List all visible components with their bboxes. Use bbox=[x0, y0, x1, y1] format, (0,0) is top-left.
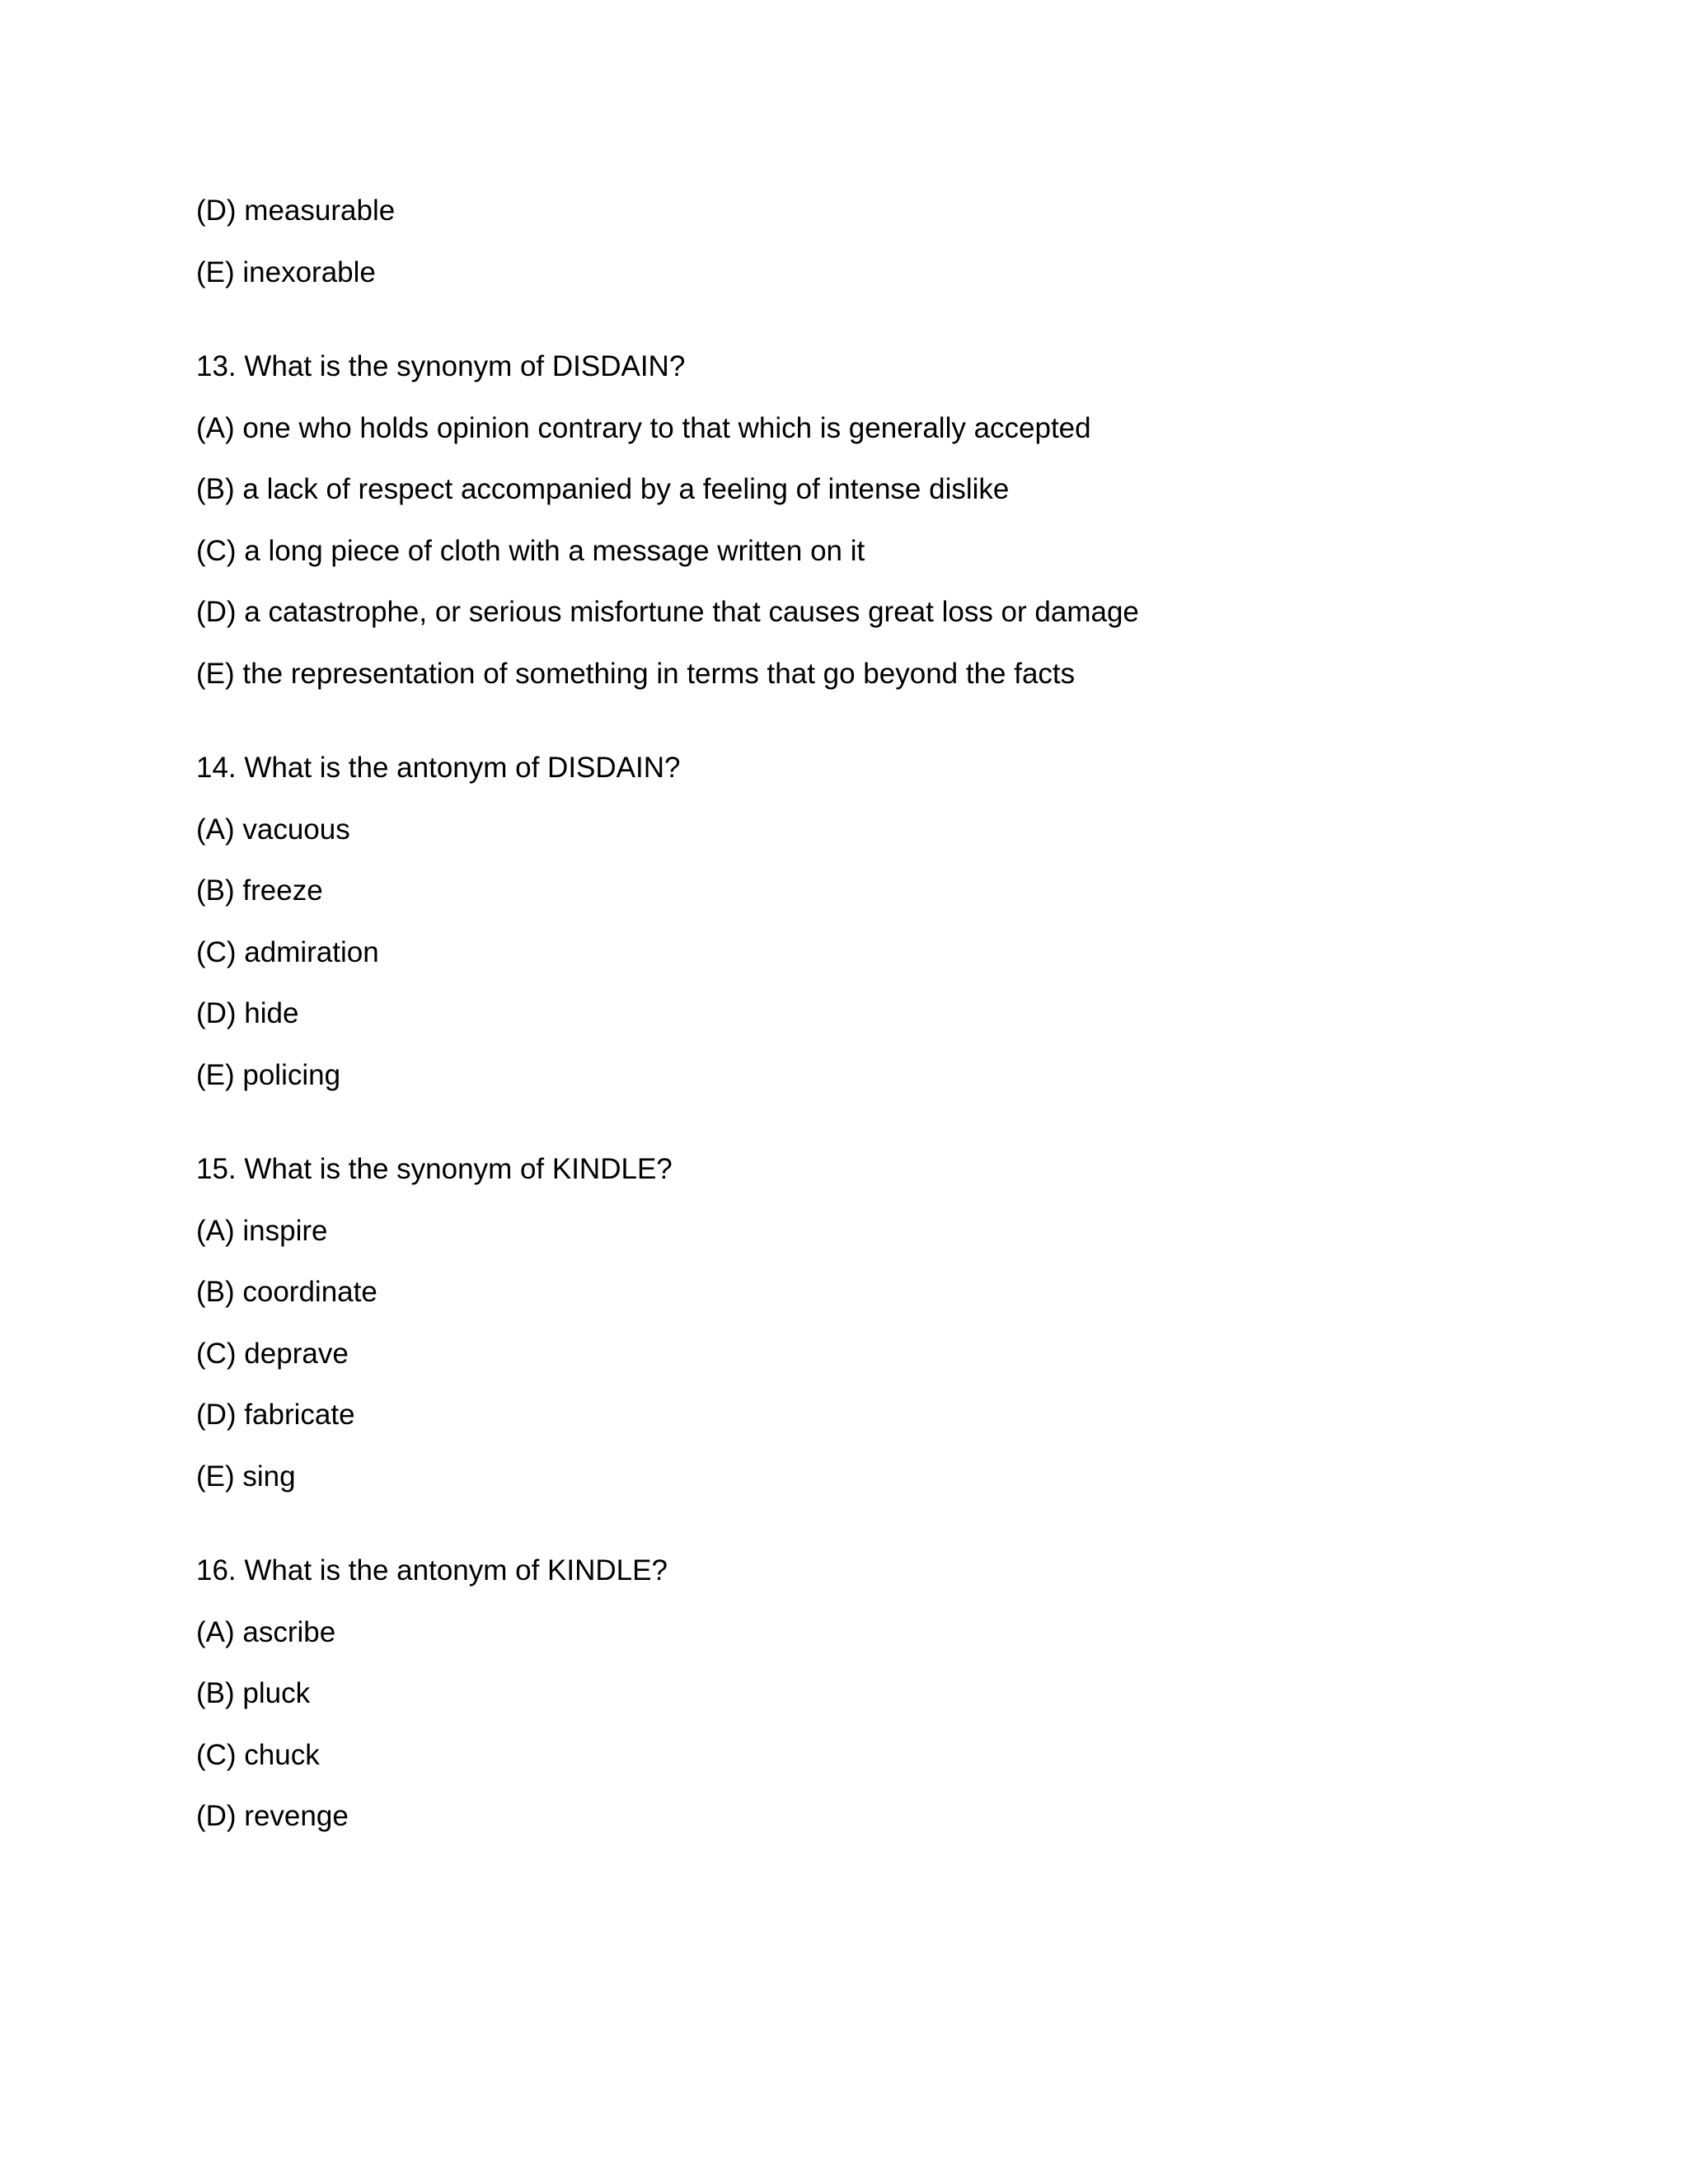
question-14 bbox=[196, 752, 1515, 1092]
answer-option: (E) policing bbox=[196, 1058, 341, 1091]
answer-option: (E) sing bbox=[196, 1460, 296, 1493]
answer-option: (C) a long piece of cloth with a message written on it bbox=[196, 534, 865, 567]
answer-option: (B) pluck bbox=[196, 1677, 311, 1709]
carryover-options bbox=[196, 194, 1515, 289]
answer-option: (A) ascribe bbox=[196, 1615, 336, 1648]
answer-option: (B) a lack of respect accompanied by a feeling of intense dislike bbox=[196, 473, 1010, 505]
question-prompt: 14. What is the antonym of DISDAIN? bbox=[196, 752, 681, 784]
answer-option: (C) deprave bbox=[196, 1337, 349, 1370]
answer-option: (E) the representation of something in terms that go beyond the facts bbox=[196, 657, 1076, 690]
answer-option: (B) freeze bbox=[196, 874, 323, 907]
answer-option: (C) admiration bbox=[196, 935, 379, 968]
answer-option: (A) vacuous bbox=[196, 813, 350, 846]
answer-option: (D) a catastrophe, or serious misfortune that causes great loss or damage bbox=[196, 596, 1139, 628]
answer-option: (E) inexorable bbox=[196, 255, 376, 288]
question-prompt: 16. What is the antonym of KINDLE? bbox=[196, 1554, 668, 1586]
answer-option: (C) chuck bbox=[196, 1738, 320, 1771]
answer-option: (A) inspire bbox=[196, 1214, 328, 1247]
answer-option: (D) revenge bbox=[196, 1800, 349, 1832]
answer-option: (D) hide bbox=[196, 997, 299, 1029]
answer-option: (D) fabricate bbox=[196, 1399, 355, 1431]
answer-option: (A) one who holds opinion contrary to that which is generally accepted bbox=[196, 411, 1091, 444]
answer-option: (B) coordinate bbox=[196, 1276, 377, 1308]
answer-option: (D) measurable bbox=[196, 194, 396, 227]
question-prompt: 13. What is the synonym of DISDAIN? bbox=[196, 350, 686, 382]
question-16 bbox=[196, 1554, 1515, 1833]
question-prompt: 15. What is the synonym of KINDLE? bbox=[196, 1153, 673, 1185]
question-15 bbox=[196, 1153, 1515, 1493]
document-content bbox=[196, 194, 1515, 1895]
question-13 bbox=[196, 350, 1515, 691]
